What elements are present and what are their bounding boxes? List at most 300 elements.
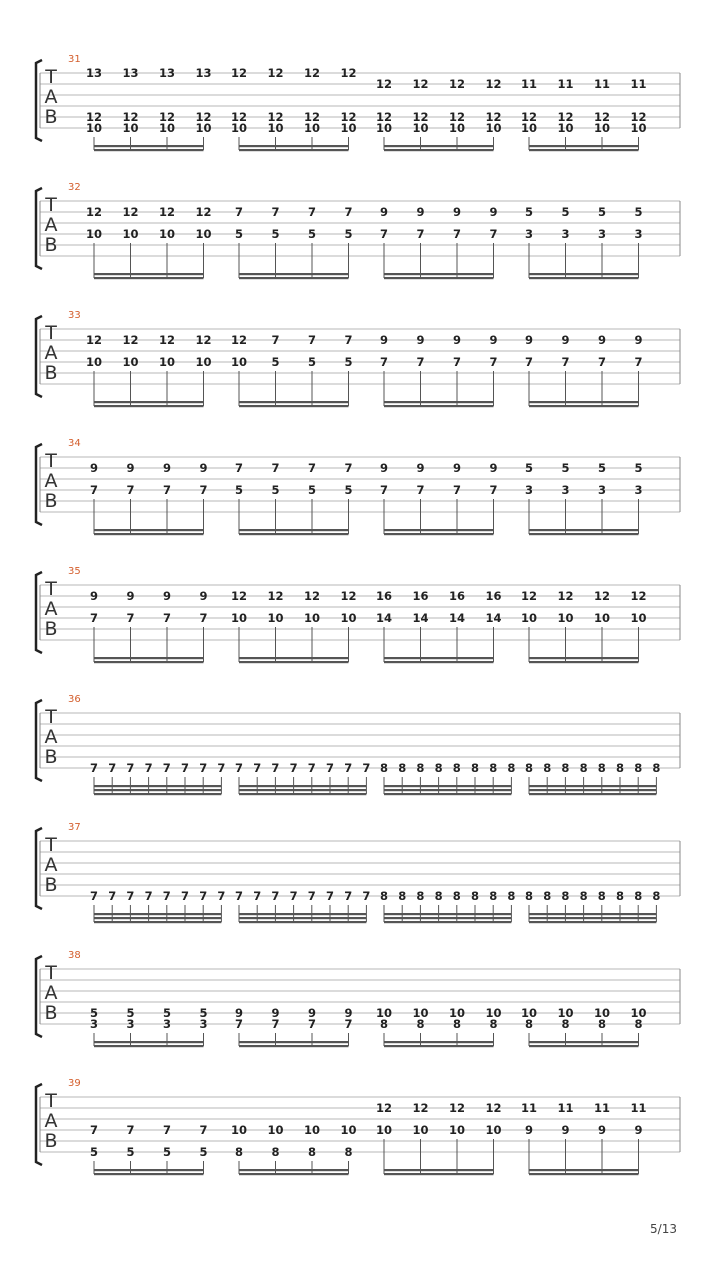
note-beam <box>94 1173 204 1175</box>
fret-number: 8 <box>470 889 480 903</box>
fret-number: 3 <box>634 227 643 241</box>
fret-number: 9 <box>524 1123 534 1137</box>
fret-number: 7 <box>199 761 208 775</box>
fret-number: 7 <box>452 355 462 369</box>
note-beam <box>94 789 221 791</box>
fret-number: 7 <box>452 227 462 241</box>
fret-number: 8 <box>234 1145 244 1159</box>
page-number: 5/13 <box>650 1222 677 1236</box>
note-beam <box>239 401 349 403</box>
fret-number: 8 <box>416 889 425 903</box>
fret-number: 9 <box>489 205 498 219</box>
note-beam <box>529 401 639 403</box>
fret-number: 12 <box>267 66 284 80</box>
measure-number: 36 <box>68 694 81 705</box>
fret-number: 9 <box>89 461 99 475</box>
fret-number: 3 <box>126 1017 135 1031</box>
fret-number: 5 <box>597 205 607 219</box>
fret-number: 10 <box>593 1006 611 1020</box>
fret-number: 7 <box>180 889 190 903</box>
tab-clef-letter: T <box>45 706 57 728</box>
note-beam <box>239 917 366 919</box>
fret-number: 8 <box>524 761 534 775</box>
fret-number: 9 <box>199 589 208 603</box>
fret-number: 7 <box>289 761 298 775</box>
note-beam <box>94 917 221 919</box>
fret-number: 10 <box>485 121 502 135</box>
fret-number: 8 <box>579 761 588 775</box>
fret-number: 7 <box>271 1017 280 1031</box>
system-bracket <box>36 828 42 909</box>
note-beam <box>239 145 349 147</box>
tab-clef-letter: T <box>45 578 57 600</box>
fret-number: 5 <box>307 227 317 241</box>
fret-number: 12 <box>412 110 429 124</box>
system-bracket <box>36 572 42 653</box>
tab-clef-letter: T <box>45 834 57 856</box>
note-beam <box>94 1045 204 1047</box>
fret-number: 8 <box>307 1145 317 1159</box>
fret-number: 7 <box>162 761 171 775</box>
note-beam <box>529 785 656 787</box>
fret-number: 12 <box>520 110 538 124</box>
note-beam <box>529 789 656 791</box>
fret-number: 8 <box>379 761 389 775</box>
fret-number: 10 <box>557 1006 574 1020</box>
fret-number: 3 <box>89 1017 99 1031</box>
tab-clef-letter: B <box>44 1002 58 1024</box>
fret-number: 7 <box>489 355 498 369</box>
tab-system <box>36 54 680 151</box>
note-beam <box>239 533 349 535</box>
fret-number: 10 <box>448 121 466 135</box>
tab-clef-letter: A <box>44 726 58 748</box>
fret-number: 5 <box>307 483 317 497</box>
tab-clef-letter: A <box>44 598 58 620</box>
tab-clef-letter: T <box>45 194 57 216</box>
fret-number: 8 <box>561 1017 570 1031</box>
fret-number: 7 <box>362 889 371 903</box>
fret-number: 9 <box>489 461 498 475</box>
note-beam <box>384 529 494 531</box>
note-beam <box>384 657 494 659</box>
fret-number: 7 <box>561 355 570 369</box>
fret-number: 8 <box>344 1145 353 1159</box>
tab-clef-letter: B <box>44 1130 58 1152</box>
fret-number: 7 <box>307 205 317 219</box>
fret-number: 12 <box>195 205 212 219</box>
fret-number: 5 <box>162 1006 172 1020</box>
fret-number: 16 <box>412 589 429 603</box>
fret-number: 5 <box>524 461 534 475</box>
fret-number: 7 <box>234 761 244 775</box>
fret-number: 7 <box>199 889 208 903</box>
measure-number: 32 <box>68 182 81 193</box>
fret-number: 12 <box>85 110 103 124</box>
fret-number: 8 <box>416 1017 425 1031</box>
measure-number: 39 <box>68 1078 81 1089</box>
note-beam <box>529 1169 639 1171</box>
fret-number: 9 <box>561 333 570 347</box>
fret-number: 3 <box>199 1017 208 1031</box>
fret-number: 7 <box>344 205 353 219</box>
note-beam <box>384 785 511 787</box>
note-beam <box>529 1173 639 1175</box>
fret-number: 10 <box>195 121 212 135</box>
fret-number: 5 <box>271 355 280 369</box>
fret-number: 11 <box>593 1101 611 1115</box>
fret-number: 12 <box>158 333 176 347</box>
note-beam <box>529 149 639 151</box>
note-beam <box>239 273 349 275</box>
note-beam <box>239 913 366 915</box>
fret-number: 9 <box>199 461 208 475</box>
fret-number: 8 <box>524 889 534 903</box>
fret-number: 8 <box>416 761 425 775</box>
fret-number: 10 <box>412 1123 429 1137</box>
fret-number: 10 <box>85 227 103 241</box>
fret-number: 9 <box>89 589 99 603</box>
note-beam <box>239 789 366 791</box>
fret-number: 5 <box>524 205 534 219</box>
note-beam <box>239 529 349 531</box>
tab-system <box>36 438 680 535</box>
fret-number: 8 <box>379 1017 389 1031</box>
fret-number: 7 <box>344 1017 353 1031</box>
tab-system <box>36 1078 680 1175</box>
tab-clef-letter: B <box>44 362 58 384</box>
note-beam <box>239 1041 349 1043</box>
note-beam <box>529 917 656 919</box>
fret-number: 10 <box>303 121 321 135</box>
fret-number: 8 <box>489 889 498 903</box>
fret-number: 7 <box>144 761 153 775</box>
fret-number: 10 <box>230 121 248 135</box>
fret-number: 7 <box>89 1123 99 1137</box>
fret-number: 10 <box>267 1123 284 1137</box>
fret-number: 5 <box>634 461 643 475</box>
fret-number: 10 <box>195 355 212 369</box>
fret-number: 7 <box>162 1123 172 1137</box>
fret-number: 7 <box>344 461 353 475</box>
fret-number: 8 <box>615 761 625 775</box>
fret-number: 8 <box>561 889 570 903</box>
fret-number: 8 <box>634 889 643 903</box>
fret-number: 8 <box>379 889 389 903</box>
fret-number: 10 <box>303 611 321 625</box>
tab-clef-letter: A <box>44 982 58 1004</box>
fret-number: 8 <box>561 761 570 775</box>
note-beam <box>239 1045 349 1047</box>
fret-number: 3 <box>561 227 570 241</box>
fret-number: 10 <box>122 121 139 135</box>
fret-number: 11 <box>520 1101 538 1115</box>
fret-number: 16 <box>375 589 393 603</box>
fret-number: 8 <box>597 889 606 903</box>
fret-number: 7 <box>416 483 425 497</box>
fret-number: 12 <box>230 110 248 124</box>
fret-number: 10 <box>267 121 284 135</box>
tab-clef-letter: B <box>44 490 58 512</box>
fret-number: 10 <box>630 121 647 135</box>
fret-number: 12 <box>267 110 284 124</box>
fret-number: 7 <box>379 483 389 497</box>
note-beam <box>94 1169 204 1171</box>
tab-clef-letter: A <box>44 470 58 492</box>
note-beam <box>384 149 494 151</box>
note-beam <box>94 401 204 403</box>
tab-system <box>36 566 680 663</box>
fret-number: 13 <box>85 66 103 80</box>
fret-number: 10 <box>520 1006 538 1020</box>
fret-number: 7 <box>307 889 316 903</box>
fret-number: 7 <box>234 1017 244 1031</box>
fret-number: 10 <box>158 121 176 135</box>
fret-number: 7 <box>126 1123 135 1137</box>
fret-number: 14 <box>412 611 429 625</box>
fret-number: 9 <box>126 461 135 475</box>
fret-number: 10 <box>303 1123 321 1137</box>
fret-number: 7 <box>199 1123 208 1137</box>
fret-number: 3 <box>597 483 607 497</box>
fret-number: 7 <box>217 889 226 903</box>
fret-number: 5 <box>344 483 353 497</box>
note-beam <box>239 1169 349 1171</box>
fret-number: 12 <box>485 110 502 124</box>
tab-clef-letter: B <box>44 874 58 896</box>
fret-number: 12 <box>158 110 176 124</box>
fret-number: 10 <box>195 227 212 241</box>
tab-system <box>36 950 680 1047</box>
fret-number: 12 <box>230 333 248 347</box>
fret-number: 12 <box>340 66 357 80</box>
tab-clef-letter: A <box>44 214 58 236</box>
fret-number: 8 <box>507 761 516 775</box>
note-beam <box>529 657 639 659</box>
measure-number: 34 <box>68 438 81 449</box>
fret-number: 12 <box>340 110 357 124</box>
tab-clef-letter: T <box>45 450 57 472</box>
note-beam <box>94 657 204 659</box>
measure-number: 33 <box>68 310 81 321</box>
note-beam <box>384 145 494 147</box>
fret-number: 8 <box>434 889 443 903</box>
fret-number: 12 <box>267 589 284 603</box>
measure-number: 31 <box>68 54 81 65</box>
fret-number: 7 <box>217 761 226 775</box>
fret-number: 9 <box>379 333 389 347</box>
fret-number: 7 <box>271 889 280 903</box>
fret-number: 9 <box>416 461 425 475</box>
fret-number: 9 <box>162 461 172 475</box>
note-beam <box>239 793 366 795</box>
tab-clef-letter: B <box>44 234 58 256</box>
note-beam <box>529 913 656 915</box>
system-bracket <box>36 1084 42 1165</box>
fret-number: 7 <box>126 483 135 497</box>
note-beam <box>384 1045 494 1047</box>
fret-number: 12 <box>375 1101 393 1115</box>
fret-number: 12 <box>557 589 574 603</box>
tab-clef-letter: A <box>44 1110 58 1132</box>
fret-number: 5 <box>561 205 570 219</box>
fret-number: 10 <box>448 1123 466 1137</box>
fret-number: 7 <box>344 889 353 903</box>
note-beam <box>94 529 204 531</box>
fret-number: 9 <box>307 1006 317 1020</box>
note-beam <box>529 405 639 407</box>
fret-number: 8 <box>597 761 606 775</box>
fret-number: 9 <box>524 333 534 347</box>
fret-number: 7 <box>489 483 498 497</box>
fret-number: 9 <box>489 333 498 347</box>
fret-number: 12 <box>195 333 212 347</box>
system-bracket <box>36 700 42 781</box>
tab-clef-letter: B <box>44 746 58 768</box>
fret-number: 12 <box>557 110 574 124</box>
fret-number: 7 <box>108 761 117 775</box>
note-beam <box>384 1173 494 1175</box>
fret-number: 10 <box>557 611 574 625</box>
fret-number: 9 <box>271 1006 280 1020</box>
fret-number: 7 <box>126 889 135 903</box>
fret-number: 7 <box>325 761 335 775</box>
fret-number: 7 <box>307 1017 317 1031</box>
fret-number: 13 <box>122 66 139 80</box>
note-beam <box>94 661 204 663</box>
fret-number: 8 <box>470 761 480 775</box>
note-beam <box>239 149 349 151</box>
fret-number: 5 <box>271 227 280 241</box>
fret-number: 7 <box>307 761 316 775</box>
fret-number: 10 <box>630 1006 647 1020</box>
fret-number: 7 <box>234 205 244 219</box>
fret-number: 7 <box>253 761 262 775</box>
tab-system <box>36 310 680 407</box>
fret-number: 8 <box>398 889 407 903</box>
fret-number: 8 <box>652 889 661 903</box>
fret-number: 5 <box>234 227 244 241</box>
fret-number: 11 <box>630 1101 647 1115</box>
fret-number: 7 <box>253 889 262 903</box>
fret-number: 12 <box>448 1101 466 1115</box>
note-beam <box>384 1041 494 1043</box>
fret-number: 12 <box>122 205 139 219</box>
note-beam <box>529 533 639 535</box>
fret-number: 5 <box>89 1145 99 1159</box>
fret-number: 7 <box>344 333 353 347</box>
measure-number: 35 <box>68 566 81 577</box>
fret-number: 9 <box>634 333 643 347</box>
fret-number: 7 <box>379 355 389 369</box>
fret-number: 12 <box>303 589 321 603</box>
note-beam <box>94 405 204 407</box>
fret-number: 11 <box>557 1101 574 1115</box>
fret-number: 8 <box>524 1017 534 1031</box>
note-beam <box>529 921 656 923</box>
tab-clef-letter: B <box>44 618 58 640</box>
system-bracket <box>36 316 42 397</box>
fret-number: 12 <box>412 1101 429 1115</box>
fret-number: 7 <box>416 227 425 241</box>
fret-number: 7 <box>524 355 534 369</box>
fret-number: 7 <box>379 227 389 241</box>
fret-number: 12 <box>593 110 611 124</box>
fret-number: 9 <box>561 1123 570 1137</box>
fret-number: 9 <box>597 333 607 347</box>
fret-number: 8 <box>597 1017 607 1031</box>
note-beam <box>529 1045 639 1047</box>
fret-number: 5 <box>271 483 280 497</box>
system-bracket <box>36 188 42 269</box>
fret-number: 10 <box>593 121 611 135</box>
fret-number: 12 <box>303 110 321 124</box>
note-beam <box>529 1041 639 1043</box>
fret-number: 5 <box>597 461 607 475</box>
fret-number: 16 <box>448 589 466 603</box>
fret-number: 12 <box>412 77 429 91</box>
fret-number: 8 <box>634 1017 643 1031</box>
fret-number: 7 <box>234 889 244 903</box>
fret-number: 9 <box>379 461 389 475</box>
fret-number: 12 <box>630 110 647 124</box>
fret-number: 12 <box>340 589 357 603</box>
fret-number: 7 <box>89 611 99 625</box>
note-beam <box>94 273 204 275</box>
note-beam <box>384 277 494 279</box>
fret-number: 12 <box>593 589 611 603</box>
fret-number: 10 <box>375 1006 393 1020</box>
fret-number: 5 <box>199 1006 208 1020</box>
note-beam <box>384 401 494 403</box>
fret-number: 5 <box>89 1006 99 1020</box>
fret-number: 10 <box>557 121 574 135</box>
note-beam <box>384 661 494 663</box>
fret-number: 12 <box>485 77 502 91</box>
note-beam <box>239 785 366 787</box>
fret-number: 12 <box>485 1101 502 1115</box>
fret-number: 12 <box>303 66 321 80</box>
fret-number: 8 <box>615 889 625 903</box>
tab-system <box>36 182 680 279</box>
fret-number: 9 <box>162 589 172 603</box>
tab-system <box>36 694 680 795</box>
note-beam <box>384 273 494 275</box>
fret-number: 7 <box>362 761 371 775</box>
fret-number: 9 <box>234 1006 244 1020</box>
fret-number: 8 <box>434 761 443 775</box>
fret-number: 14 <box>485 611 502 625</box>
fret-number: 11 <box>520 77 538 91</box>
tab-clef-letter: A <box>44 342 58 364</box>
fret-number: 10 <box>122 355 139 369</box>
fret-number: 8 <box>634 761 643 775</box>
note-beam <box>529 277 639 279</box>
fret-number: 5 <box>199 1145 208 1159</box>
note-beam <box>94 277 204 279</box>
tab-clef-letter: T <box>45 322 57 344</box>
note-beam <box>384 921 511 923</box>
note-beam <box>94 793 221 795</box>
fret-number: 7 <box>307 333 317 347</box>
fret-number: 12 <box>122 110 139 124</box>
note-beam <box>529 661 639 663</box>
fret-number: 3 <box>162 1017 172 1031</box>
fret-number: 10 <box>448 1006 466 1020</box>
note-beam <box>94 785 221 787</box>
fret-number: 8 <box>489 761 498 775</box>
fret-number: 10 <box>340 1123 357 1137</box>
